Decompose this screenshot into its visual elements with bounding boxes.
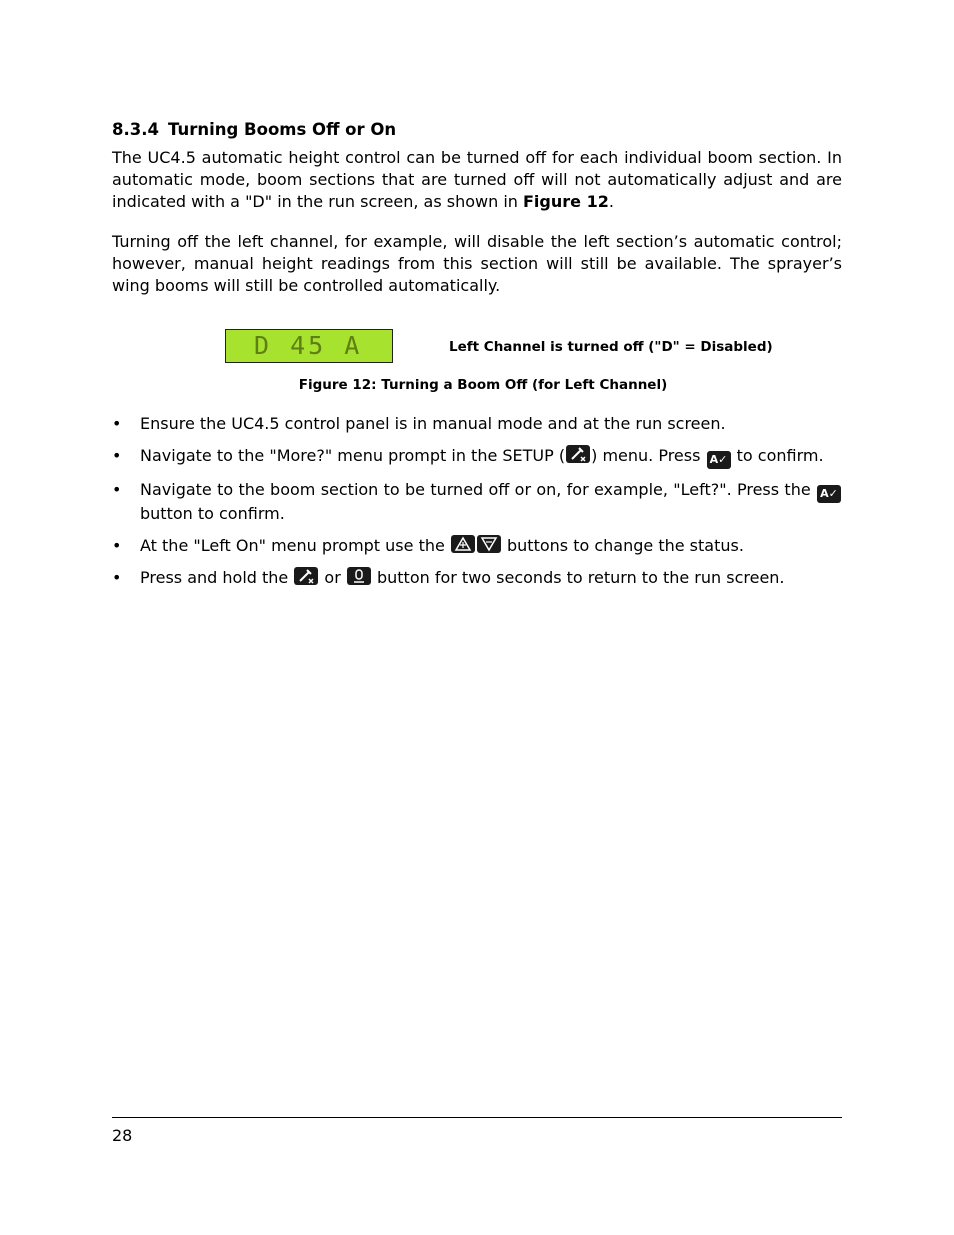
paragraph-intro (112, 147, 842, 213)
instruction-list (112, 413, 842, 589)
down-arrow-icon (477, 535, 501, 553)
section-title: Turning Booms Off or On (168, 120, 397, 139)
list-item: • Press and hold the or button for two seconds to return to the run screen. (112, 568, 785, 587)
setup-wrench-icon (566, 445, 590, 463)
section-heading (112, 117, 842, 143)
list-item-text: Ensure the UC4.5 control panel is in manual mode and at the run screen. (140, 414, 726, 433)
list-item-text: Press and hold the (140, 568, 294, 587)
figure-note: Left Channel is turned off ("D" = Disabled) (449, 339, 773, 355)
list-item-text: buttons to change the status. (501, 536, 744, 555)
list-item: • Navigate to the boom section to be turned off or on, for example, "Left?". Press the A✓ button to confirm. (112, 479, 842, 525)
paragraph-text-end: . (608, 192, 614, 211)
figure-reference: Figure 12 (523, 192, 609, 211)
section-number: 8.3.4 (112, 120, 159, 139)
paragraph-left-channel: Turning off the left channel, for example, will disable the left section’s automatic control; however, manual height readings from this section will still be available. The sprayer’s wing booms will still be controlled automatically. (112, 232, 842, 295)
up-arrow-icon (451, 535, 475, 553)
figure-caption: Figure 12: Turning a Boom Off (for Left Channel) (298, 377, 668, 393)
list-item-text: or (319, 568, 346, 587)
paragraph-text: The UC4.5 automatic height control can be turned off for each individual boom section. In automatic mode, boom sections that are turned off will not automatically adjust and are indicated with a "D" in the run screen, as shown in (112, 148, 842, 211)
list-item-text: button for two seconds to return to the run screen. (371, 568, 785, 587)
lcd-run-screen: D 45 A (225, 329, 393, 363)
page-content (112, 117, 842, 599)
list-item-text: Navigate to the boom section to be turned off or on, for example, "Left?". Press the (140, 480, 816, 499)
list-item-text: to confirm. (731, 446, 824, 465)
auto-confirm-icon: A✓ (817, 485, 841, 503)
list-item: • Navigate to the "More?" menu prompt in the SETUP ( ) menu. Press A✓ to confirm. (112, 445, 842, 469)
list-item-text: ) menu. Press (591, 446, 706, 465)
list-item: • At the "Left On" menu prompt use the buttons to change the status. (112, 536, 744, 555)
auto-confirm-icon: A✓ (707, 451, 731, 469)
manual-mode-icon (347, 567, 371, 585)
list-item-text: At the "Left On" menu prompt use the (140, 536, 450, 555)
footer-divider (112, 1117, 842, 1118)
figure-12 (112, 329, 842, 369)
setup-wrench-icon (294, 567, 318, 585)
list-item-text: button to confirm. (140, 504, 285, 523)
page-number: 28 (112, 1126, 133, 1145)
list-item: • Ensure the UC4.5 control panel is in manual mode and at the run screen. (112, 414, 726, 433)
list-item-text: Navigate to the "More?" menu prompt in the SETUP ( (140, 446, 566, 465)
